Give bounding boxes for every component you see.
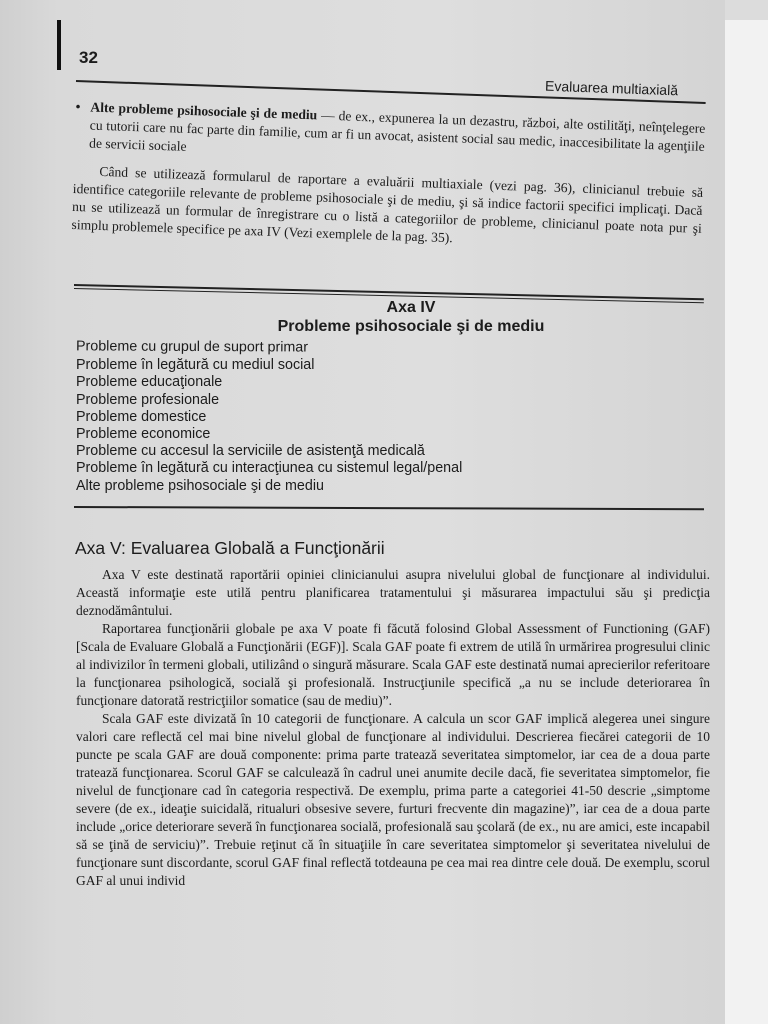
- axis-iv-box: [76, 298, 706, 495]
- list-item: Probleme educaţionale: [76, 374, 223, 391]
- top-text-block: [71, 98, 705, 256]
- bullet-title: Alte probleme psihosociale şi de mediu: [90, 99, 318, 123]
- intro-paragraph: Când se utilizează formularul de raportare a evaluării multiaxiale (vezi pag. 36), clinicianul trebuie să identifice categoriile relevante de probleme psihosociale şi de mediu, şi să indice factorii specifici implicaţi. Dacă nu se utilizează un formular de înregistrare cu o listă a categoriilor de probleme, clinicianul poate nota pur şi simplu problemele specifice pe axa IV (Vezi exemplele de la pag. 35).: [71, 163, 704, 246]
- paragraph: Axa V este destinată raportării opiniei clinicianului asupra nivelului global de funcţionare al individului. Această informaţie este utilă pentru planificarea tratamentului şi măsurarea impactului său şi predicţia deznodământului.: [76, 567, 710, 618]
- paragraph: Scala GAF este divizată în 10 categorii de funcţionare. A calcula un scor GAF implică alegerea unei singure valori care reflectă cel mai bine nivelul global de funcţionare al individului. Descrierea fiecărei categorii de 10 puncte pe scala GAF are două componente: prima parte tratează severitatea simptomelor, iar cea de a doua parte tratează funcţionarea. Scorul GAF se calculează în cadrul unei anumite decile dacă, fie severitatea simptomelor, fie nivelul de funcţionare cad în categoria respectivă. De exemplu, prima parte a categoriei 41-50 descrie „simptome severe (de ex., ideaţie suicidală, ritualuri obsesive severe, furturi frecvente din magazine)”, iar cea de a doua parte include „orice deteriorare severă în funcţionarea socială, profesională sau şcolară (de ex., nu are amici, este incapabil să se ţină de serviciu)”. Trebuie reţinut că în situaţiile în care severitatea simptomelor şi severitatea nivelului de funcţionare sunt discordante, scorul GAF final reflectă totdeauna pe cea mai rea dintre cele două. De exemplu, scorul GAF al unui individ: [76, 711, 710, 888]
- list-item: Probleme cu grupul de suport primar: [75, 338, 309, 356]
- axis-box-bottom-rule: [74, 506, 704, 510]
- list-item: Probleme în legătură cu interacţiunea cu sistemul legal/penal: [76, 460, 463, 477]
- axis-iv-subtitle: Probleme psihosociale şi de mediu: [277, 318, 545, 335]
- body-text-block: [76, 566, 710, 890]
- list-item: Probleme domestice: [76, 408, 207, 425]
- list-item: Probleme în legătură cu mediul social: [76, 357, 315, 374]
- background-strip: [725, 20, 768, 1024]
- list-item: Probleme profesionale: [76, 391, 220, 408]
- list-item: Alte probleme psihosociale şi de mediu: [76, 477, 324, 494]
- list-item: Probleme cu accesul la serviciile de asistenţă medicală: [76, 443, 425, 460]
- margin-bar: [57, 20, 61, 70]
- paragraph: Raportarea funcţionării globale pe axa V poate fi făcută folosind Global Assessment of Functioning (GAF) [Scala de Evaluare Globală a Funcţionării (EGF)]. Scala GAF poate fi extrem de utilă în urmărirea progresului clinic al indivizilor în termeni globali, utilizând o singură măsurare. Scala GAF este destinată numai aprecierilor referitoare la funcţionarea psihologică, socială şi profesională. Instrucţiunile specifică „a nu se include deteriorarea în funcţionare datorată restricţiilor somatice (sau de mediu)”.: [76, 621, 710, 708]
- bullet-text: — de ex., expunerea la un dezastru, război, alte ostilităţi, neînţelegere cu tutorii care nu fac parte din familie, cum ar fi un avocat, asistent social sau medic, inaccesibilitate la agenţiile de servicii sociale: [88, 107, 706, 154]
- page-number: 32: [79, 48, 98, 67]
- axis-iv-title: Axa IV: [386, 299, 436, 316]
- bullet-marker: •: [75, 98, 81, 115]
- running-head: Evaluarea multiaxială: [544, 77, 679, 99]
- axis-iv-list: [76, 340, 706, 495]
- section-heading: Axa V: Evaluarea Globală a Funcţionării: [75, 538, 385, 558]
- list-item: Probleme economice: [76, 426, 211, 443]
